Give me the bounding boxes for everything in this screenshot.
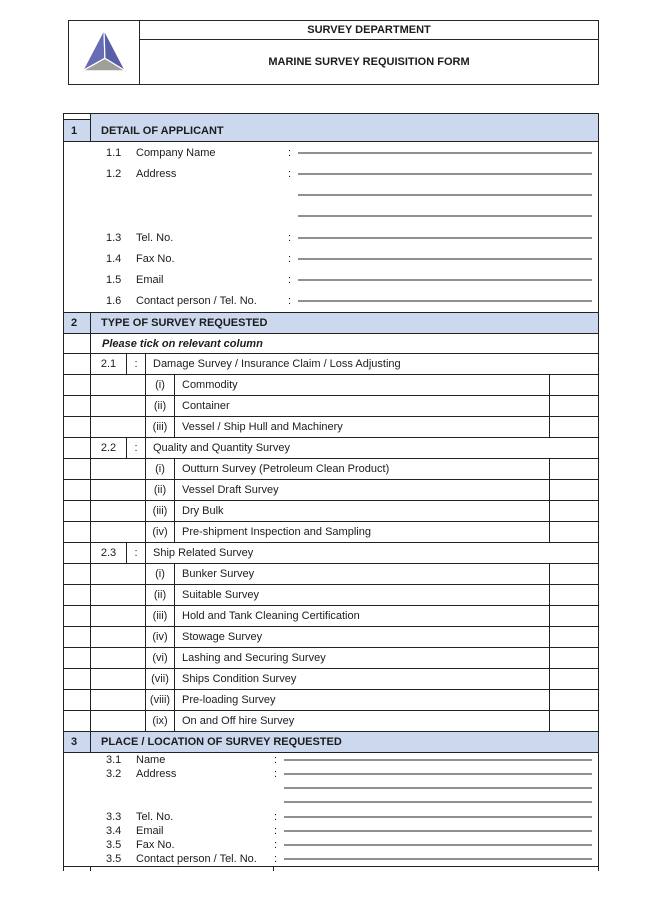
survey-item-row — [64, 627, 598, 648]
department-row — [140, 21, 598, 40]
survey-item-row — [64, 480, 598, 501]
field-number: 3.4 — [106, 824, 122, 837]
survey-item-row — [64, 648, 598, 669]
field-label: Tel. No. — [136, 810, 174, 823]
survey-item-row — [64, 522, 598, 543]
field-row-address-extra — [64, 206, 598, 227]
form-title: MARINE SURVEY REQUISITION FORM — [268, 56, 470, 68]
colon: : — [274, 810, 278, 823]
group-number: 2.3 — [91, 543, 127, 563]
field-row-contact-person — [64, 852, 598, 866]
colon: : — [127, 354, 146, 374]
colon: : — [127, 543, 146, 563]
colon: : — [288, 274, 292, 287]
field-label: Company Name — [136, 146, 216, 159]
item-label: Outturn Survey (Petroleum Clean Product) — [182, 463, 390, 475]
tick-cell[interactable] — [549, 585, 598, 605]
section1-number: 1 — [64, 120, 91, 141]
section3-header — [64, 732, 598, 753]
survey-item-row — [64, 690, 598, 711]
colon: : — [288, 167, 292, 180]
item-label: Pre-shipment Inspection and Sampling — [182, 526, 371, 538]
field-number: 3.3 — [106, 810, 122, 823]
empty-cell — [64, 334, 91, 353]
colon: : — [288, 252, 292, 265]
item-roman: (iv) — [146, 627, 175, 647]
field-label: Email — [136, 824, 164, 837]
tick-cell[interactable] — [549, 417, 598, 437]
tick-cell[interactable] — [549, 480, 598, 500]
company-name-input-line[interactable] — [298, 152, 592, 153]
item-label: Ships Condition Survey — [182, 673, 297, 685]
field-label: Address — [136, 167, 177, 180]
item-label: Hold and Tank Cleaning Certification — [182, 610, 360, 622]
item-label: Vessel Draft Survey — [182, 484, 279, 496]
field-label: Tel. No. — [136, 231, 174, 244]
survey-item-row — [64, 606, 598, 627]
field-label: Address — [136, 768, 177, 781]
location-address-input-line-2[interactable] — [284, 788, 592, 789]
field-row-address-extra — [64, 185, 598, 206]
field-number: 1.6 — [106, 295, 122, 308]
location-tel-input-line[interactable] — [284, 816, 592, 817]
field-number: 3.5 — [106, 838, 122, 851]
field-row-fax — [64, 838, 598, 852]
group-title: Ship Related Survey — [153, 547, 254, 559]
field-number: 1.3 — [106, 231, 122, 244]
section3-title: PLACE / LOCATION OF SURVEY REQUESTED — [101, 736, 342, 748]
location-contact-person-input-line[interactable] — [284, 858, 592, 859]
colon: : — [274, 824, 278, 837]
logo-cell — [69, 21, 140, 84]
field-row-name — [64, 753, 598, 767]
field-label: Name — [136, 754, 166, 767]
item-roman: (iv) — [146, 522, 175, 542]
survey-item-row — [64, 585, 598, 606]
item-roman: (iii) — [146, 501, 175, 521]
field-number: 1.1 — [106, 146, 122, 159]
tick-cell[interactable] — [549, 501, 598, 521]
survey-item-row — [64, 459, 598, 480]
item-roman: (viii) — [146, 690, 175, 710]
tick-cell[interactable] — [549, 648, 598, 668]
item-label: Stowage Survey — [182, 631, 263, 643]
item-label: Vessel / Ship Hull and Machinery — [182, 421, 343, 433]
group-number: 2.1 — [91, 354, 127, 374]
colon: : — [288, 146, 292, 159]
item-label: On and Off hire Survey — [182, 715, 295, 727]
field-label: Contact person / Tel. No. — [136, 295, 257, 308]
bottom-sliver-row — [64, 867, 598, 871]
field-row-tel — [64, 810, 598, 824]
item-label: Bunker Survey — [182, 568, 255, 580]
colon: : — [288, 295, 292, 308]
colon: : — [274, 768, 278, 781]
field-number: 1.4 — [106, 252, 122, 265]
group-row-2-1 — [64, 354, 598, 375]
colon: : — [274, 852, 278, 865]
tick-cell[interactable] — [549, 375, 598, 395]
survey-item-row — [64, 564, 598, 585]
form-title-row — [140, 40, 598, 84]
group-row-2-3 — [64, 543, 598, 564]
item-roman: (ix) — [146, 711, 175, 731]
field-row-email — [64, 824, 598, 838]
item-label: Dry Bulk — [182, 505, 224, 517]
item-label: Container — [182, 400, 230, 412]
field-row-address — [64, 767, 598, 781]
form-header — [68, 20, 599, 85]
contact-person-input-line[interactable] — [298, 301, 592, 302]
location-email-input-line[interactable] — [284, 830, 592, 831]
item-roman: (i) — [146, 375, 175, 395]
field-row-tel — [64, 227, 598, 248]
survey-item-row — [64, 417, 598, 438]
field-number: 1.2 — [106, 167, 122, 180]
tick-cell[interactable] — [549, 690, 598, 710]
survey-item-row — [64, 501, 598, 522]
colon: : — [127, 438, 146, 458]
fax-no-input-line[interactable] — [298, 258, 592, 259]
section1-body — [64, 142, 598, 313]
item-label: Lashing and Securing Survey — [182, 652, 326, 664]
colon: : — [288, 231, 292, 244]
field-row-email — [64, 270, 598, 291]
section3-body — [64, 753, 598, 867]
tick-cell[interactable] — [549, 396, 598, 416]
colon: : — [274, 754, 278, 767]
form-table — [63, 113, 599, 871]
email-input-line[interactable] — [298, 280, 592, 281]
field-label: Fax No. — [136, 838, 175, 851]
item-roman: (ii) — [146, 480, 175, 500]
section2-title: TYPE OF SURVEY REQUESTED — [101, 317, 268, 329]
field-row-company-name — [64, 142, 598, 163]
location-fax-input-line[interactable] — [284, 844, 592, 845]
group-title: Damage Survey / Insurance Claim / Loss Adjusting — [153, 358, 401, 370]
survey-item-row — [64, 375, 598, 396]
tick-cell[interactable] — [549, 522, 598, 542]
section2-number: 2 — [64, 313, 91, 333]
survey-item-row — [64, 711, 598, 732]
tel-no-input-line[interactable] — [298, 237, 592, 238]
colon: : — [274, 838, 278, 851]
field-number: 1.5 — [106, 274, 122, 287]
item-label: Commodity — [182, 379, 238, 391]
item-roman: (ii) — [146, 585, 175, 605]
location-name-input-line[interactable] — [284, 760, 592, 761]
department-title: SURVEY DEPARTMENT — [307, 24, 431, 36]
address-input-line-3[interactable] — [298, 216, 592, 217]
item-roman: (iii) — [146, 606, 175, 626]
item-roman: (vii) — [146, 669, 175, 689]
field-label: Fax No. — [136, 252, 175, 265]
field-number: 3.2 — [106, 768, 122, 781]
item-roman: (iii) — [146, 417, 175, 437]
item-label: Pre-loading Survey — [182, 694, 276, 706]
group-row-2-2 — [64, 438, 598, 459]
tick-cell[interactable] — [549, 669, 598, 689]
company-logo-icon — [77, 28, 131, 78]
tick-cell[interactable] — [549, 627, 598, 647]
field-row-contact-person — [64, 291, 598, 312]
tick-cell[interactable] — [549, 606, 598, 626]
location-address-input-line[interactable] — [284, 774, 592, 775]
section1-title: DETAIL OF APPLICANT — [101, 124, 224, 137]
section1-header — [64, 120, 598, 142]
field-row-address — [64, 163, 598, 184]
address-input-line-2[interactable] — [298, 195, 592, 196]
header-title-block — [140, 21, 598, 84]
field-label: Contact person / Tel. No. — [136, 852, 257, 865]
item-roman: (i) — [146, 459, 175, 479]
address-input-line[interactable] — [298, 173, 592, 174]
tick-cell[interactable] — [549, 459, 598, 479]
field-row-address-extra — [64, 781, 598, 795]
location-address-input-line-3[interactable] — [284, 802, 592, 803]
tick-cell[interactable] — [549, 564, 598, 584]
item-roman: (vi) — [146, 648, 175, 668]
field-row-address-extra — [64, 795, 598, 809]
section3-number: 3 — [64, 732, 91, 752]
survey-item-row — [64, 396, 598, 417]
group-number: 2.2 — [91, 438, 127, 458]
item-roman: (i) — [146, 564, 175, 584]
section2-header — [64, 313, 598, 334]
field-row-fax — [64, 248, 598, 269]
tick-cell[interactable] — [549, 711, 598, 731]
tick-note: Please tick on relevant column — [102, 337, 263, 350]
tick-note-row — [64, 334, 598, 354]
field-label: Email — [136, 274, 164, 287]
survey-item-row — [64, 669, 598, 690]
field-number: 3.5 — [106, 852, 122, 865]
field-number: 3.1 — [106, 754, 122, 767]
item-label: Suitable Survey — [182, 589, 260, 601]
group-title: Quality and Quantity Survey — [153, 442, 290, 454]
item-roman: (ii) — [146, 396, 175, 416]
